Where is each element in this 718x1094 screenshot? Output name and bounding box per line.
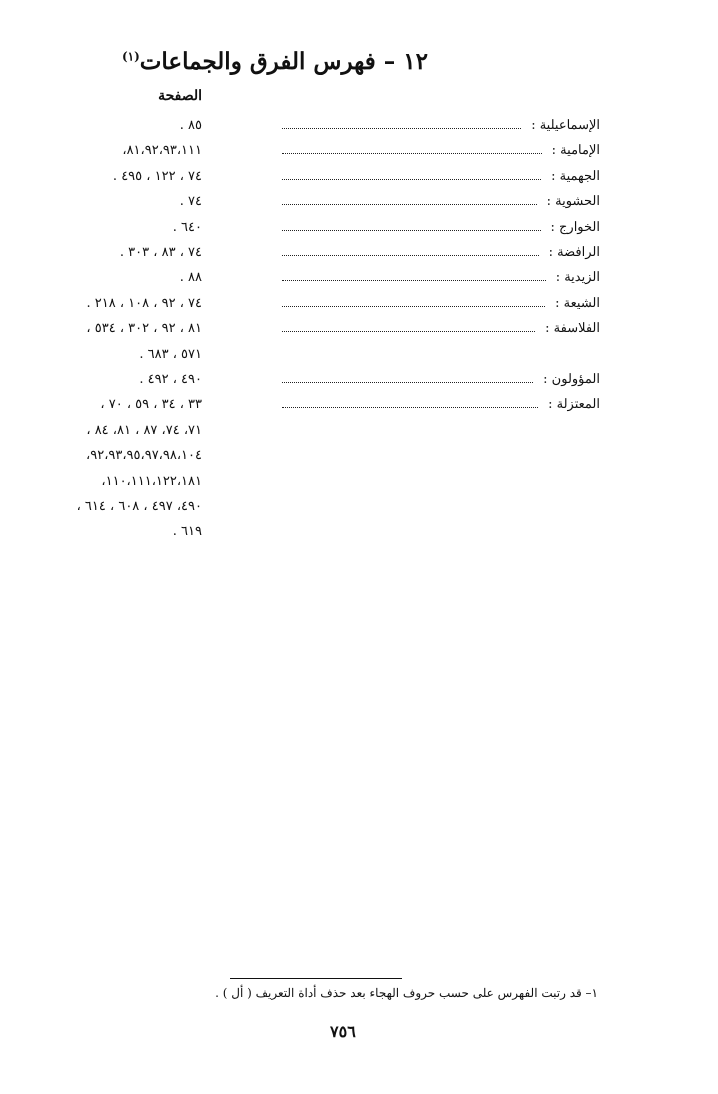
entry-name: الرافضة : <box>548 245 600 260</box>
page-title <box>121 48 428 75</box>
page-refs: ٨٥ . <box>179 118 202 133</box>
page-refs: ٥٧١ ، ٦٨٣ . <box>139 346 202 362</box>
entry-name: الحشوية : <box>546 194 600 210</box>
dot-leader <box>282 153 542 154</box>
page-refs: ٣٣ ، ٣٤ ، ٥٩ ، ٧٠ ، <box>100 397 202 413</box>
page-refs: ٤٩٠ ، ٤٩٢ . <box>139 372 202 387</box>
entry-name: الشيعة : <box>555 295 600 311</box>
pages-column-header: الصفحة <box>158 88 202 104</box>
entry-name: الخوارج : <box>550 219 600 235</box>
dot-leader <box>282 128 521 129</box>
entry-name: الإمامية : <box>551 143 600 159</box>
dot-leader <box>282 407 538 408</box>
entry-name: المؤولون : <box>543 372 600 387</box>
entry-name: الفلاسفة : <box>545 321 600 337</box>
page-refs: ٧٤ ، ٩٢ ، ١٠٨ ، ٢١٨ . <box>86 295 202 311</box>
dot-leader <box>282 230 541 231</box>
page-refs: ٧١، ٧٤، ٨٧ ، ٨١، ٨٤ ، <box>86 422 202 438</box>
title-text: ١٢ – فهرس الفرق والجماعات <box>139 48 428 75</box>
dot-leader <box>282 306 545 307</box>
page-refs: ٨٨ . <box>179 270 202 286</box>
dot-leader <box>282 382 533 383</box>
page-refs: ٧٤ ، ١٢٢ ، ٤٩٥ . <box>112 168 202 184</box>
footnote: ١– قد رتبت الفهرس على حسب حروف الهجاء بعد حذف أداة التعريف ( أل ) . <box>215 986 598 1000</box>
entry-name: الإسماعيلية : <box>531 118 600 133</box>
dot-leader <box>282 280 546 281</box>
page-refs: ٦٤٠ . <box>172 219 202 235</box>
footnote-marker: (١) <box>121 49 140 64</box>
dot-leader <box>282 179 541 180</box>
footnote-divider <box>230 978 402 979</box>
page-refs: ٧٤ . <box>179 194 202 210</box>
page-refs: ١١٠،١١١،١٢٢،١٨١، <box>101 473 202 489</box>
page-number: ٧٥٦ <box>330 1022 356 1041</box>
entry-name: الجهمية : <box>551 168 600 184</box>
page-refs: ٩٢،٩٣،٩٥،٩٧،٩٨،١٠٤، <box>86 448 202 464</box>
entry-name: الزيدية : <box>555 270 600 286</box>
dot-leader <box>282 331 535 332</box>
entry-name: المعتزلة : <box>548 397 600 413</box>
page-refs: ٨١ ، ٩٢ ، ٣٠٢ ، ٥٣٤ ، <box>86 321 202 337</box>
page-refs: ٦١٩ . <box>172 524 202 540</box>
dot-leader <box>282 255 539 256</box>
page-refs: ٤٩٠، ٤٩٧ ، ٦٠٨ ، ٦١٤ ، <box>76 499 202 514</box>
page-refs: ٧٤ ، ٨٣ ، ٣٠٣ . <box>119 245 202 260</box>
page-refs: ٨١،٩٢،٩٣،١١١، <box>122 143 202 159</box>
dot-leader <box>282 204 537 205</box>
